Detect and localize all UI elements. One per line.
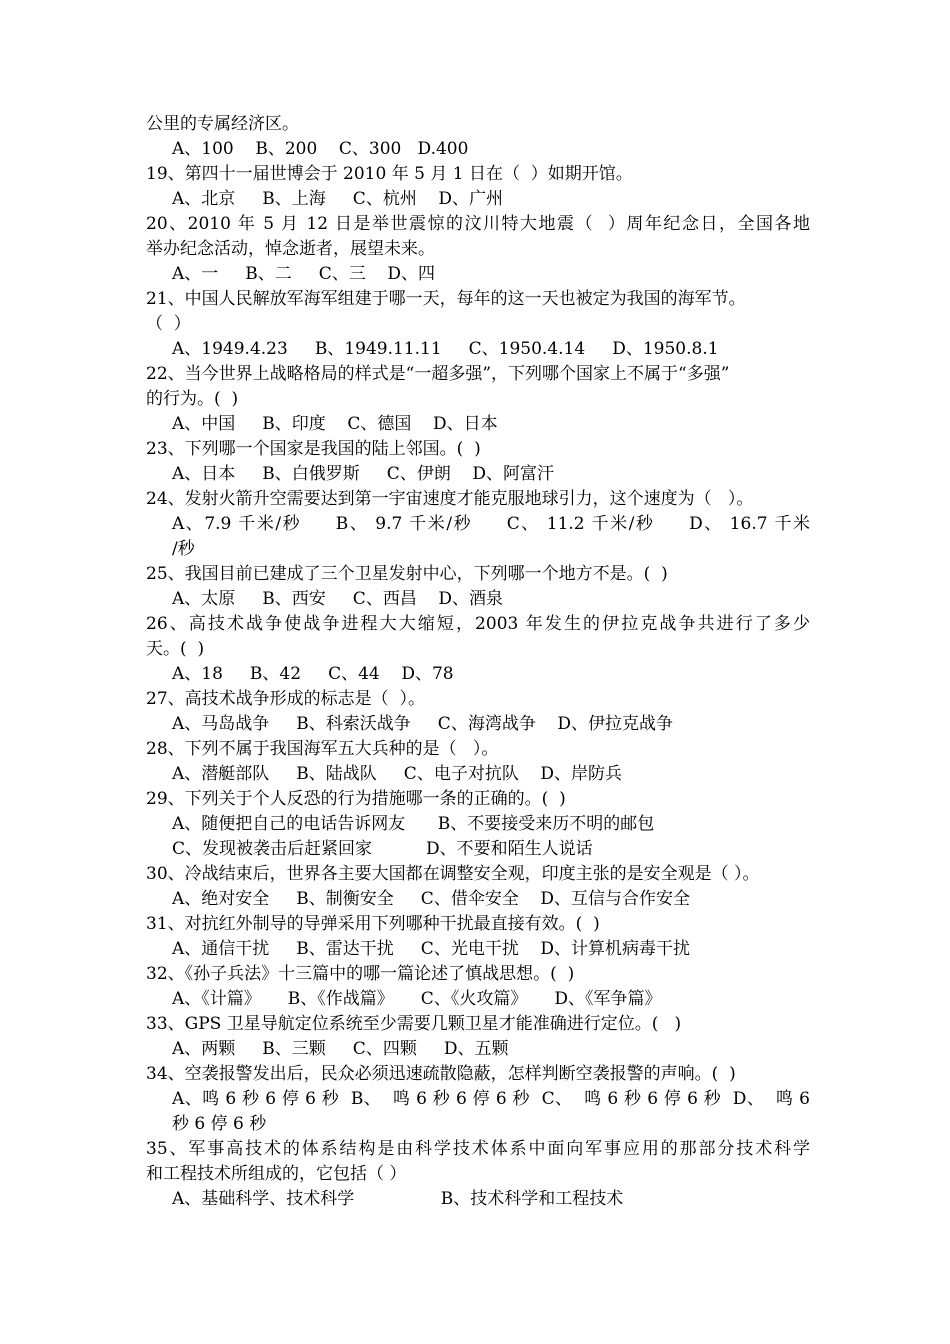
answer-options: A、北京 B、上海 C、杭州 D、广州 bbox=[172, 189, 504, 209]
question-25 bbox=[146, 562, 810, 612]
question-text-line: 35、军事高技术的体系结构是由科学技术体系中面向军事应用的那部分技术科学 bbox=[146, 1139, 810, 1159]
answer-options: A、7.9 千米/秒 B、 9.7 千米/秒 C、 11.2 千米/秒 D、 16.7 千米 bbox=[172, 514, 810, 534]
question-text-line: 19、第四十一届世博会于 2010 年 5 月 1 日在（ ）如期开馆。 bbox=[146, 164, 633, 184]
answer-options: A、两颗 B、三颗 C、四颗 D、五颗 bbox=[172, 1039, 509, 1059]
question-text-line: 32、《孙子兵法》十三篇中的哪一篇论述了慎战思想。( ) bbox=[146, 964, 575, 984]
question-text-line: 21、中国人民解放军海军组建于哪一天，每年的这一天也被定为我国的海军节。 bbox=[146, 289, 746, 309]
answer-options: A、通信干扰 B、雷达干扰 C、光电干扰 D、计算机病毒干扰 bbox=[172, 939, 691, 959]
question-text-line: 23、下列哪一个国家是我国的陆上邻国。( ) bbox=[146, 439, 481, 459]
question-text-line: 27、高技术战争形成的标志是（ ）。 bbox=[146, 689, 425, 709]
question-text-line: 举办纪念活动，悼念逝者，展望未来。 bbox=[146, 239, 435, 259]
question-24 bbox=[146, 487, 810, 562]
answer-options: /秒 bbox=[172, 539, 195, 559]
question-29 bbox=[146, 787, 810, 862]
question-text-line: 和工程技术所组成的，它包括（ ） bbox=[146, 1164, 407, 1184]
question-23 bbox=[146, 437, 810, 487]
question-text-line: 24、发射火箭升空需要达到第一宇宙速度才能克服地球引力，这个速度为（ ）。 bbox=[146, 489, 754, 509]
question-35 bbox=[146, 1137, 810, 1212]
answer-options: A、中国 B、印度 C、德国 D、日本 bbox=[172, 414, 498, 434]
answer-options: A、100 B、200 C、300 D.400 bbox=[172, 139, 469, 159]
question-33 bbox=[146, 1012, 810, 1062]
question-text-line: （ ） bbox=[146, 314, 191, 334]
question-text-line: 30、冷战结束后，世界各主要大国都在调整安全观，印度主张的是安全观是（ ）。 bbox=[146, 864, 760, 884]
answer-options: A、一 B、二 C、三 D、四 bbox=[172, 264, 436, 284]
question-text-line: 28、下列不属于我国海军五大兵种的是（ ）。 bbox=[146, 739, 499, 759]
answer-options: A、太原 B、西安 C、西昌 D、酒泉 bbox=[172, 589, 504, 609]
question-text-line: 的行为。( ) bbox=[146, 389, 239, 409]
question-text-line: 20、2010 年 5 月 12 日是举世震惊的汶川特大地震（ ）周年纪念日，全国各地 bbox=[146, 214, 810, 234]
question-text-line: 25、我国目前已建成了三个卫星发射中心，下列哪一个地方不是。( ) bbox=[146, 564, 668, 584]
question-text-line: 33、GPS 卫星导航定位系统至少需要几颗卫星才能准确进行定位。( ) bbox=[146, 1014, 682, 1034]
question-text-line: 29、下列关于个人反恐的行为措施哪一条的正确的。( ) bbox=[146, 789, 566, 809]
answer-options: A、鸣 6 秒 6 停 6 秒 B、 鸣 6 秒 6 停 6 秒 C、 鸣 6 秒 6 停 6 秒 D、 鸣 6 bbox=[172, 1089, 810, 1109]
question-text-line: 公里的专属经济区。 bbox=[146, 114, 299, 134]
question-21 bbox=[146, 287, 810, 362]
question-32 bbox=[146, 962, 810, 1012]
question-text-line: 天。( ) bbox=[146, 639, 205, 659]
answer-options: 秒 6 停 6 秒 bbox=[172, 1114, 267, 1134]
answer-options: A、绝对安全 B、制衡安全 C、借伞安全 D、互信与合作安全 bbox=[172, 889, 691, 909]
answer-options: A、日本 B、白俄罗斯 C、伊朗 D、阿富汗 bbox=[172, 464, 555, 484]
question-19 bbox=[146, 162, 810, 212]
answer-options: A、《计篇》 B、《作战篇》 C、《火攻篇》 D、《军争篇》 bbox=[172, 989, 662, 1009]
question-20 bbox=[146, 212, 810, 287]
answer-options: A、基础科学、技术科学 B、技术科学和工程技术 bbox=[172, 1189, 624, 1209]
question-text-line: 26、高技术战争使战争进程大大缩短，2003 年发生的伊拉克战争共进行了多少 bbox=[146, 614, 810, 634]
answer-options: A、潜艇部队 B、陆战队 C、电子对抗队 D、岸防兵 bbox=[172, 764, 623, 784]
answer-options: A、随便把自己的电话告诉网友 B、不要接受来历不明的邮包 bbox=[172, 814, 655, 834]
question-27 bbox=[146, 687, 810, 737]
question-26 bbox=[146, 612, 810, 687]
question-30 bbox=[146, 862, 810, 912]
question-31 bbox=[146, 912, 810, 962]
answer-options: A、18 B、42 C、44 D、78 bbox=[172, 664, 454, 684]
question-text-line: 34、空袭报警发出后，民众必须迅速疏散隐蔽，怎样判断空袭报警的声响。( ) bbox=[146, 1064, 736, 1084]
question-34 bbox=[146, 1062, 810, 1137]
question-text-line: 31、对抗红外制导的导弹采用下列哪种干扰最直接有效。( ) bbox=[146, 914, 600, 934]
answer-options: C、发现被袭击后赶紧回家 D、不要和陌生人说话 bbox=[172, 839, 593, 859]
question-text-line: 22、当今世界上战略格局的样式是“一超多强”，下列哪个国家上不属于“多强” bbox=[146, 364, 730, 384]
question-22 bbox=[146, 362, 810, 437]
question-28 bbox=[146, 737, 810, 787]
document-page bbox=[146, 112, 810, 1212]
answer-options: A、1949.4.23 B、1949.11.11 C、1950.4.14 D、1950.8.1 bbox=[172, 339, 719, 359]
answer-options: A、马岛战争 B、科索沃战争 C、海湾战争 D、伊拉克战争 bbox=[172, 714, 674, 734]
